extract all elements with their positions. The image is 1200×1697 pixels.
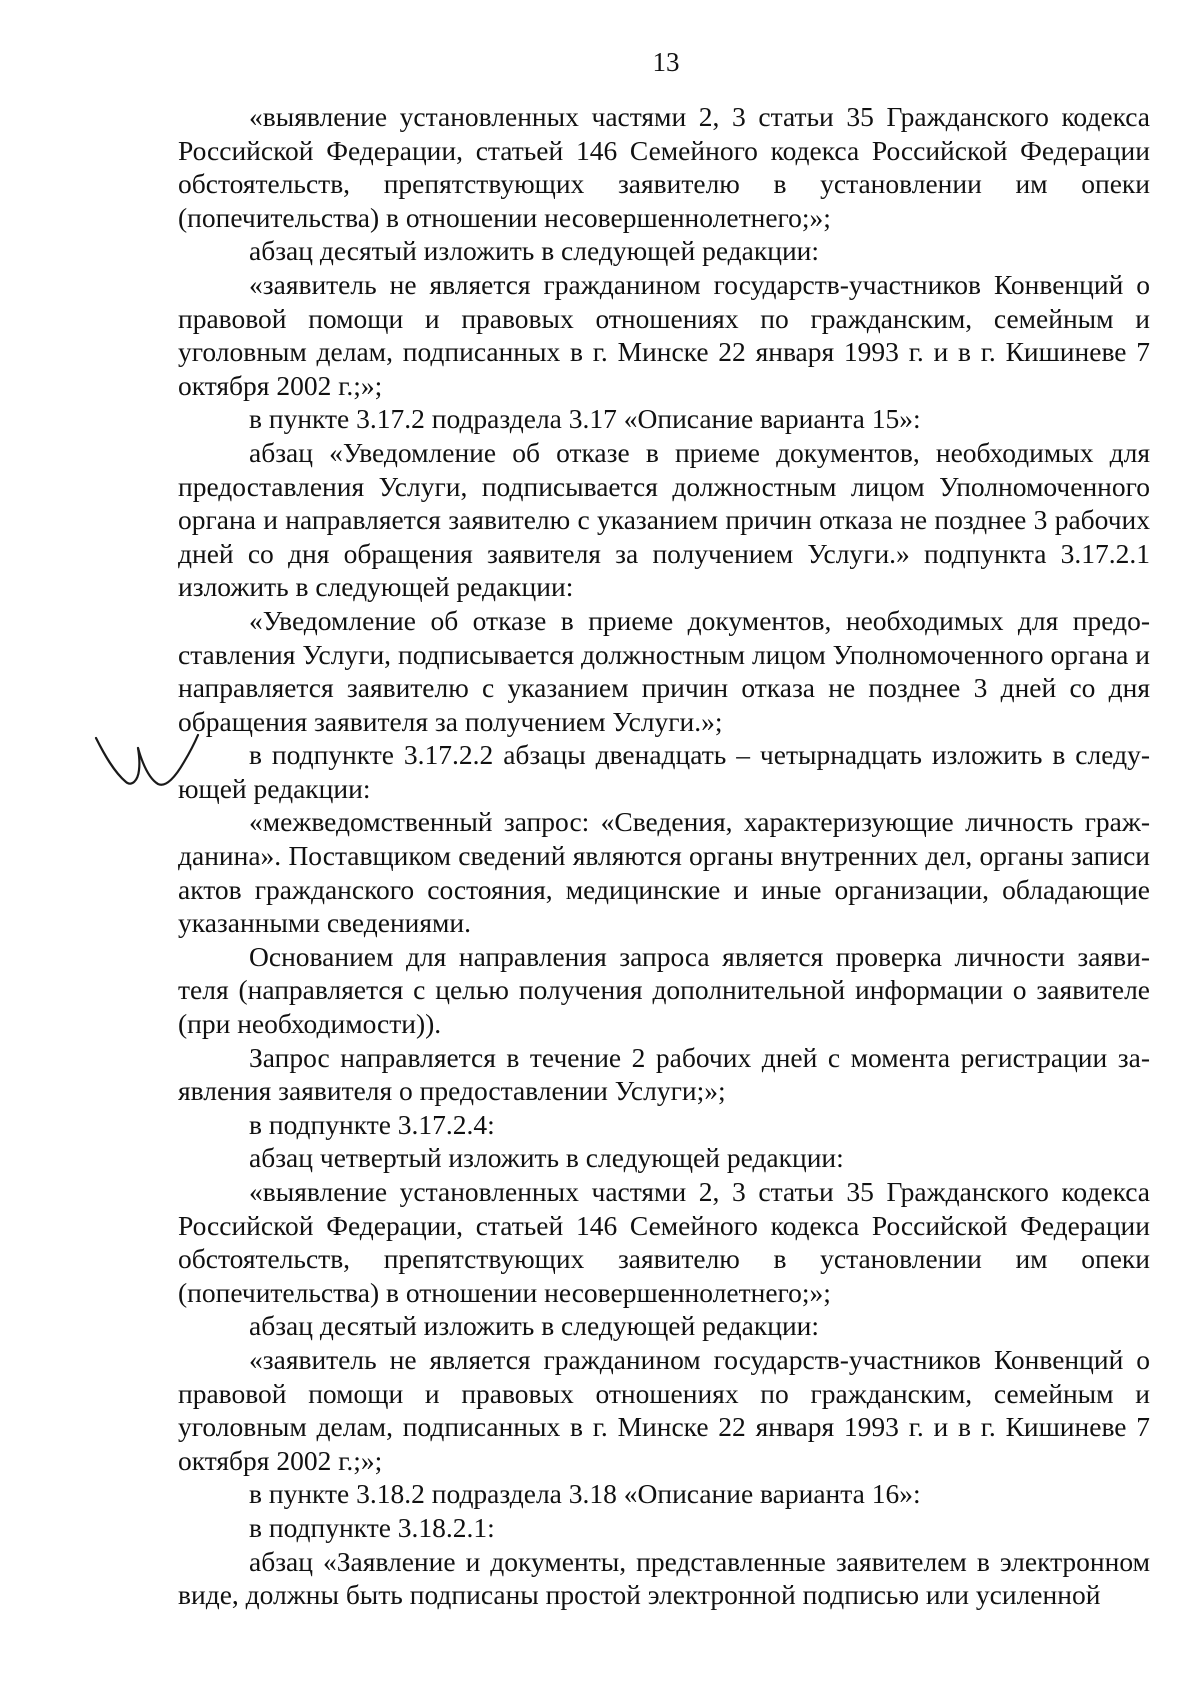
page-number: 13 xyxy=(652,47,680,77)
paragraph: абзац «Уведомление об отказе в приеме документов, необходимых для предоставления Услуги, подписывается должностным лицом Уполномоченного органа и направляется заявителю с указанием причин отказа не позднее 3 рабочих дней со дня обращения заявителя за получением Услуги.» подпункта 3.17.2.1 изложить в следующей редакции: xyxy=(178,436,1150,603)
paragraph: «межведомственный запрос: «Сведения, характеризующие личность гражданина». Поставщиком сведений являются органы внутренних дел, органы записи актов гражданского состояния, медицинские и иные организации, обладающие указанными сведениями. xyxy=(178,806,1150,939)
paragraph: абзац десятый изложить в следующей редакции: xyxy=(249,235,820,267)
paragraph: в пункте 3.18.2 подраздела 3.18 «Описание варианта 16»: xyxy=(249,1478,921,1510)
paragraph: в пункте 3.17.2 подраздела 3.17 «Описание варианта 15»: xyxy=(249,403,921,435)
paragraph: «Уведомление об отказе в приеме документов, необходимых для предоставления Услуги, подписывается должностным лицом Уполномоченного органа и направляется заявителю с указанием причин отказа не позднее 3 дней со дня обращения заявителя за получением Услуги.»; xyxy=(178,604,1150,737)
paragraph: Запрос направляется в течение 2 рабочих дней с момента регистрации заявления заявителя о предоставлении Услуги;»; xyxy=(178,1041,1150,1107)
paragraph: «заявитель не является гражданином государств-участников Конвенций о правовой помощи и правовых отношениях по гражданским, семейным и уголовным делам, подписанных в г. Минске 22 января 1993 г. и в г. Кишиневе 7 октября 2002 г.;»; xyxy=(178,1343,1150,1476)
paragraph: «заявитель не является гражданином государств-участников Конвенций о правовой помощи и правовых отношениях по гражданским, семейным и уголовным делам, подписанных в г. Минске 22 января 1993 г. и в г. Кишиневе 7 октября 2002 г.;»; xyxy=(178,268,1150,401)
paragraph: абзац «Заявление и документы, представленные заявителем в электронном виде, должны быть подписаны простой электронной подписью или усиленной xyxy=(178,1545,1150,1611)
paragraph: Основанием для направления запроса является проверка личности заявителя (направляется с целью получения дополнительной информации о заявителе (при необходимости)). xyxy=(178,940,1150,1040)
paragraph: в подпункте 3.18.2.1: xyxy=(249,1511,495,1543)
paragraph: «выявление установленных частями 2, 3 статьи 35 Гражданского кодекса Российской Федерации, статьей 146 Семейного кодекса Российской Федерации обстоятельств, препятствующих заявителю в установлении им опеки (попечительства) в отношении несовершеннолетнего;»; xyxy=(178,1176,1150,1308)
paragraph: абзац четвертый изложить в следующей редакции: xyxy=(249,1142,844,1174)
paragraph: в подпункте 3.17.2.4: xyxy=(249,1108,495,1140)
paragraph: «выявление установленных частями 2, 3 статьи 35 Гражданского кодекса Российской Федерации, статьей 146 Семейного кодекса Российской Федерации обстоятельств, препятствующих заявителю в установлении им опеки (попечительства) в отношении несовершеннолетнего;»; xyxy=(178,101,1150,233)
document-body xyxy=(178,100,1150,1612)
paragraph: абзац десятый изложить в следующей редакции: xyxy=(249,1310,820,1342)
paragraph: в подпункте 3.17.2.2 абзацы двенадцать – четырнадцать изложить в следующей редакции: xyxy=(178,739,1150,804)
